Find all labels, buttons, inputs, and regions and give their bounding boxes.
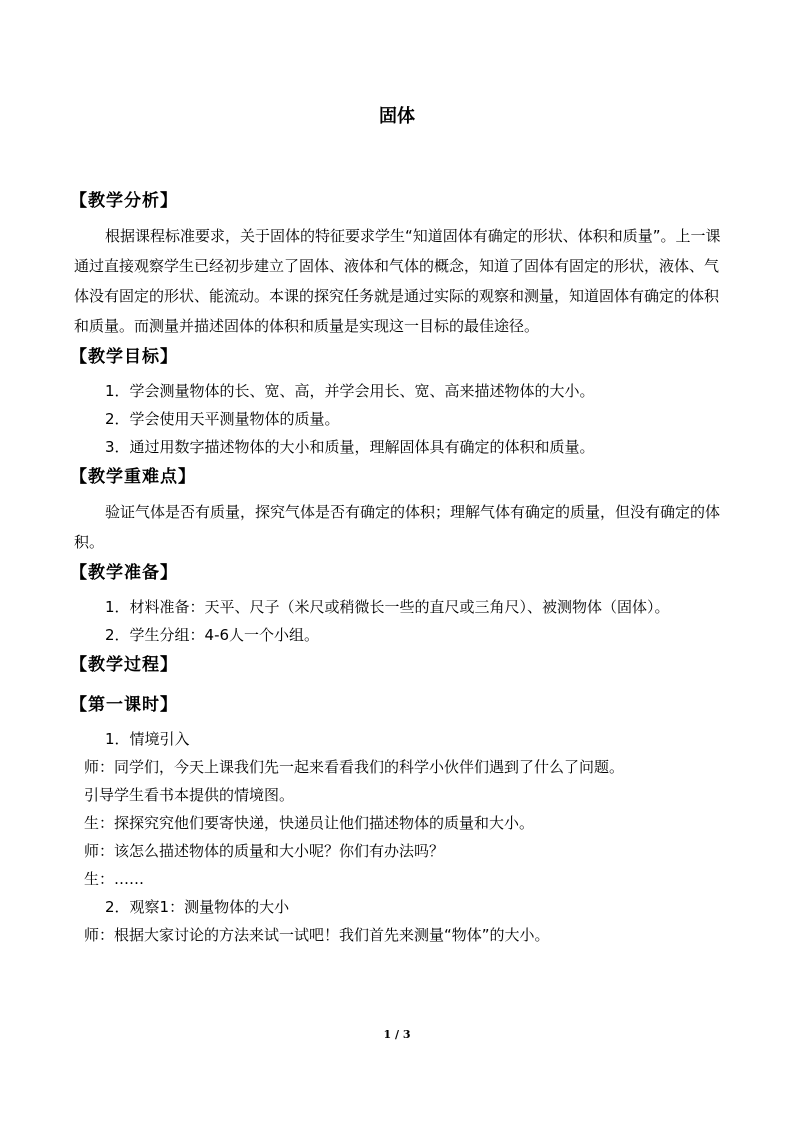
document-body — [70, 189, 726, 949]
preparation-item-1: 1．材料准备：天平、尺子（米尺或稍微长一些的直尺或三角尺）、被测物体（固体）。 — [105, 598, 670, 616]
lesson-line: 1．情境引入 — [105, 730, 190, 748]
lesson-line: 生：…… — [84, 870, 145, 888]
section-heading-process: 【教学过程】 — [70, 655, 178, 675]
section-heading-goals: 【教学目标】 — [70, 347, 178, 367]
lesson-line: 师：根据大家讨论的方法来试一试吧！我们首先来测量“物体”的大小。 — [84, 926, 550, 944]
key-points-paragraph: 验证气体是否有质量，探究气体是否有确定的体积；理解气体有确定的质量，但没有确定的体积。 — [74, 503, 721, 551]
analysis-paragraph: 根据课程标准要求，关于固体的特征要求学生“知道固体有确定的形状、体积和质量”。上一课通过直接观察学生已经初步建立了固体、液体和气体的概念，知道了固体有固定的形状，液体、气体没有固定的形状、能流动。本课的探究任务就是通过实际的观察和测量，知道固体有确定的体积和质量。而测量并描述固体的体积和质量是实现这一目标的最佳途径。 — [74, 227, 721, 335]
document-title: 固体 — [379, 106, 415, 127]
section-heading-preparation: 【教学准备】 — [70, 563, 178, 583]
lesson-line: 2．观察1：测量物体的大小 — [105, 898, 290, 916]
lesson-line: 引导学生看书本提供的情境图。 — [84, 786, 295, 804]
goal-item-3: 3．通过用数字描述物体的大小和质量，理解固体具有确定的体积和质量。 — [105, 438, 595, 456]
goal-item-1: 1．学会测量物体的长、宽、高，并学会用长、宽、高来描述物体的大小。 — [105, 382, 595, 400]
lesson-line: 师：同学们，今天上课我们先一起来看看我们的科学小伙伴们遇到了什么了问题。 — [84, 758, 625, 776]
preparation-item-2: 2．学生分组：4-6人一个小组。 — [105, 626, 320, 644]
lesson-line: 生：探探究究他们要寄快递，快递员让他们描述物体的质量和大小。 — [84, 814, 535, 832]
goal-item-2: 2．学会使用天平测量物体的质量。 — [105, 410, 340, 428]
lesson-line: 师：该怎么描述物体的质量和大小呢？你们有办法吗？ — [84, 842, 445, 860]
page-number: 1 / 3 — [383, 1028, 411, 1041]
section-heading-key-points: 【教学重难点】 — [70, 467, 196, 487]
section-heading-analysis: 【教学分析】 — [70, 191, 178, 211]
section-heading-lesson-1: 【第一课时】 — [70, 695, 178, 715]
